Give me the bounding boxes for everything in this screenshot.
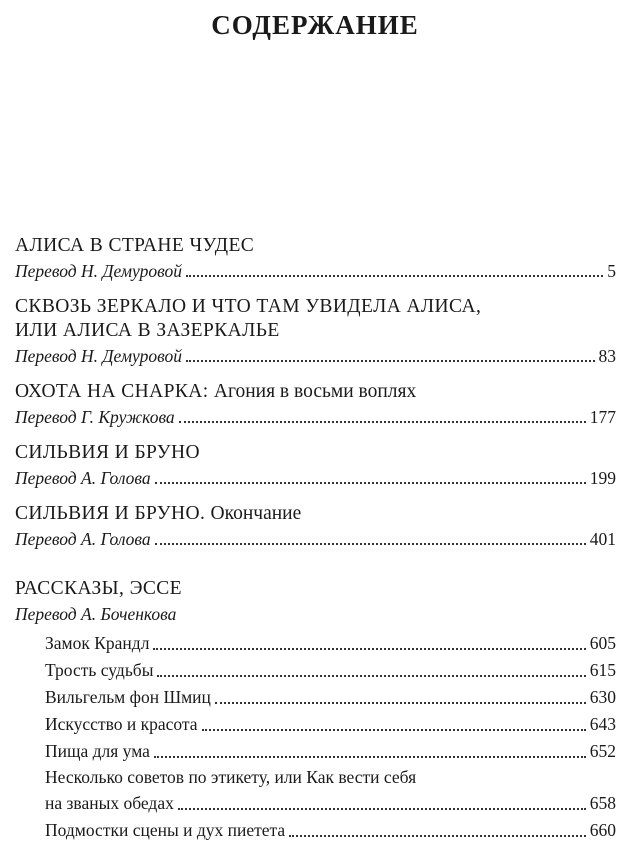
page-number: 652 xyxy=(589,741,616,761)
toc-section-stories xyxy=(15,577,616,844)
toc-section-snark xyxy=(15,380,616,430)
dot-leader xyxy=(157,675,585,677)
translator-credit: Перевод Н. Демуровой xyxy=(15,261,182,281)
toc-entry[interactable] xyxy=(15,526,616,552)
dot-leader xyxy=(153,648,585,650)
page-number: 177 xyxy=(589,407,616,427)
page-number: 83 xyxy=(598,346,616,366)
item-title: Искусство и красота xyxy=(45,714,198,734)
section-title-text: СИЛЬВИЯ И БРУНО xyxy=(15,442,200,463)
dot-leader xyxy=(179,421,586,423)
translator-credit: Перевод Н. Демуровой xyxy=(15,346,182,366)
toc-section-sylvie-bruno-concluded xyxy=(15,502,616,552)
dot-leader xyxy=(178,808,586,810)
toc-section-alice-wonderland xyxy=(15,234,616,284)
item-title: Замок Крандл xyxy=(45,633,150,653)
section-title-line-2: ИЛИ АЛИСА В ЗАЗЕРКАЛЬЕ xyxy=(15,320,280,341)
item-title: Вильгельм фон Шмиц xyxy=(45,687,211,707)
toc-entry[interactable] xyxy=(15,465,616,491)
list-item[interactable] xyxy=(45,817,616,844)
item-title-line-1: Несколько советов по этикету, или Как вести себя xyxy=(45,767,417,787)
stories-list xyxy=(15,630,616,844)
translator-credit: Перевод Г. Кружкова xyxy=(15,407,175,427)
section-subtitle: Окончание xyxy=(210,503,302,524)
section-subtitle: Агония в восьми воплях xyxy=(213,381,417,402)
toc-entry[interactable] xyxy=(15,404,616,430)
dot-leader xyxy=(155,543,586,545)
toc-section-sylvie-bruno xyxy=(15,441,616,491)
toc-entry[interactable] xyxy=(15,343,616,369)
page-number: 5 xyxy=(607,261,616,281)
page-number: 643 xyxy=(589,714,616,734)
list-item[interactable] xyxy=(45,657,616,684)
section-title xyxy=(15,441,616,465)
item-title: Пища для ума xyxy=(45,741,150,761)
list-item[interactable] xyxy=(45,711,616,738)
table-of-contents xyxy=(15,234,616,855)
toc-section-looking-glass xyxy=(15,295,616,369)
dot-leader xyxy=(154,756,586,758)
section-title-text: АЛИСА В СТРАНЕ ЧУДЕС xyxy=(15,235,255,256)
list-item[interactable] xyxy=(45,738,616,765)
dot-leader xyxy=(215,702,586,704)
item-title-line-2-row xyxy=(45,790,616,817)
page-number: 660 xyxy=(589,820,616,840)
dot-leader xyxy=(155,482,586,484)
list-item[interactable] xyxy=(45,684,616,711)
item-title: Подмостки сцены и дух пиетета xyxy=(45,820,286,840)
page-number: 199 xyxy=(589,468,616,488)
list-item[interactable] xyxy=(45,630,616,657)
dot-leader xyxy=(289,835,586,837)
section-title: РАССКАЗЫ, ЭССЕ xyxy=(15,578,182,599)
item-title-line-2: на званых обедах xyxy=(45,793,174,813)
translator-credit: Перевод А. Голова xyxy=(15,529,151,549)
page-number: 615 xyxy=(589,660,616,680)
dot-leader xyxy=(186,275,603,277)
list-item[interactable] xyxy=(45,765,616,817)
section-title xyxy=(15,502,616,526)
translator-credit: Перевод А. Боченкова xyxy=(15,604,177,624)
page-number: 630 xyxy=(589,687,616,707)
toc-entry[interactable] xyxy=(15,258,616,284)
translator-credit: Перевод А. Голова xyxy=(15,468,151,488)
section-title xyxy=(15,234,616,258)
section-title-text: СИЛЬВИЯ И БРУНО. xyxy=(15,503,206,524)
section-title-text: ОХОТА НА СНАРКА: xyxy=(15,381,209,402)
page-number: 605 xyxy=(589,633,616,653)
dot-leader xyxy=(186,360,595,362)
item-title: Трость судьбы xyxy=(45,660,154,680)
section-title-line-1: СКВОЗЬ ЗЕРКАЛО И ЧТО ТАМ УВИДЕЛА АЛИСА, xyxy=(15,296,482,317)
page-number: 658 xyxy=(589,793,616,813)
dot-leader xyxy=(202,729,586,731)
page-number: 401 xyxy=(589,529,616,549)
section-title xyxy=(15,295,616,343)
section-title xyxy=(15,380,616,404)
page-title: СОДЕРЖАНИЕ xyxy=(211,10,419,40)
